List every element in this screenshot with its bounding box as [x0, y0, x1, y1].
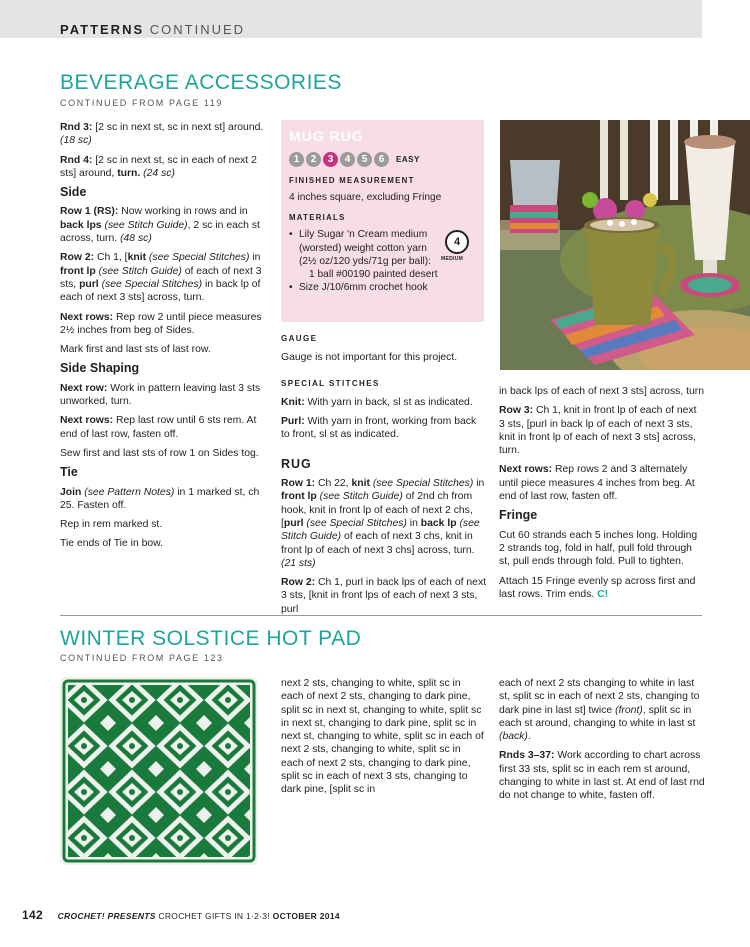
gauge-heading: GAUGE: [281, 334, 318, 343]
ss-next-row: Next row: Work in pattern leaving last 3 sts unworked, turn.: [60, 382, 261, 408]
winter-title: WINTER SOLSTICE HOT PAD: [60, 627, 362, 650]
skill-label: EASY: [396, 155, 420, 164]
rug-row3: Row 3: Ch 1, knit in front lp of each of next 3 sts, [purl in back lp of each of next 3 sts, knit in front lp of each of next 3 sts] across, turn.: [499, 405, 697, 457]
gauge-rug-column: [281, 332, 487, 622]
tie-rep: Rep in rem marked st.: [60, 519, 163, 531]
page-number: 142: [22, 908, 43, 922]
mug-rug-title: MUG RUG: [289, 128, 364, 144]
rug-row2: Row 2: Ch 1, purl in back lps of each of next 3 sts, [knit in front lps of each of next 3 sts, purl: [281, 577, 487, 615]
finished-text: 4 inches square, excluding Fringe: [289, 192, 442, 203]
tie-join: Join (see Pattern Notes) in 1 marked st, ch 25. Fasten off.: [60, 486, 260, 511]
tie-ends: Tie ends of Tie in bow.: [60, 538, 164, 550]
winter-col2-text: each of next 2 sts changing to white in last st, split sc in each of next 2 sts, changing to dark pine in last st] twice (front), split sc in each st around, changing to white in last st (back).: [499, 678, 700, 743]
skill-level-1: 1: [289, 152, 304, 167]
side-row2: Row 2: Ch 1, [knit (see Special Stitches) in front lp (see Stitch Guide) of each of next 3 sts, purl (see Special Stitches) in back lp of each of next 3 sts] across, turn.: [60, 252, 262, 304]
magazine-name: CROCHET! PRESENTS: [57, 911, 156, 921]
mug-rug-photo: [500, 120, 750, 370]
end-mark: C!: [597, 588, 609, 600]
tie-heading: Tie: [60, 465, 78, 480]
yarn-weight-icon: 4: [445, 230, 469, 254]
special-purl: Purl: With yarn in front, working from back to front, sl st as indicated.: [281, 416, 477, 441]
skill-level: [289, 152, 476, 167]
rnd4: Rnd 4: [2 sc in next st, sc in each of next 2 sts] around, turn. (24 sc): [60, 154, 257, 179]
hot-pad-photo: [60, 677, 258, 865]
yarn-weight-label: MEDIUM: [441, 256, 464, 262]
header-light: CONTINUED: [149, 22, 246, 37]
running-header: [60, 22, 245, 37]
side-next-rows: Next rows: Rep row 2 until piece measures 2½ inches from beg of Sides.: [60, 311, 262, 336]
finished-heading: FINISHED MEASUREMENT: [289, 176, 415, 185]
fringe-heading: Fringe: [499, 508, 538, 523]
beverage-title: BEVERAGE ACCESSORIES: [60, 71, 342, 94]
page-footer: [22, 908, 340, 922]
winter-column-1: [281, 677, 486, 803]
materials-heading: MATERIALS: [289, 213, 346, 223]
winter-rnds: Rnds 3–37: Work according to chart across first 33 sts, split sc in each rem st around, changing to white in last st. At end of last rnd do not change to white, fasten off.: [499, 750, 705, 802]
ss-next-rows: Next rows: Rep last row until 6 sts rem. At end of last row, fasten off.: [60, 415, 257, 440]
special-stitches-heading: SPECIAL STITCHES: [281, 378, 380, 388]
fringe-text1: Cut 60 strands each 5 inches long. Holding 2 strands tog, fold in half, pull fold through st, pull ends through fold. Pull to tighten.: [499, 529, 698, 568]
rug-row2-cont: in back lps of each of next 3 sts] across, turn: [499, 386, 705, 397]
rug-next-rows: Next rows: Rep rows 2 and 3 alternately until piece measures 4 inches from beg. At end of last row, fasten off.: [499, 464, 695, 503]
skill-level-6: 6: [374, 152, 389, 167]
side-mark: Mark first and last sts of last row.: [60, 344, 211, 356]
side-heading: Side: [60, 185, 87, 200]
side-row1: Row 1 (RS): Now working in rows and in back lps (see Stitch Guide), 2 sc in each st across, turn. (48 sc): [60, 206, 260, 245]
beverage-continued: CONTINUED FROM PAGE 119: [60, 98, 223, 108]
beverage-column: [60, 121, 272, 557]
fringe-text2: Attach 15 Fringe evenly sp across first and last rows. Trim ends. C!: [499, 575, 696, 600]
winter-continued: CONTINUED FROM PAGE 123: [60, 653, 224, 663]
special-knit: Knit: With yarn in back, sl st as indicated.: [281, 396, 473, 408]
rug-heading: RUG: [281, 456, 312, 471]
issue-name: CROCHET GIFTS IN 1·2·3!: [158, 911, 270, 921]
ss-sew: Sew first and last sts of row 1 on Sides tog.: [60, 447, 259, 459]
mug-rug-info-box: [281, 120, 484, 322]
skill-level-2: 2: [306, 152, 321, 167]
skill-level-4: 4: [340, 152, 355, 167]
section-divider: [60, 615, 702, 616]
material-hook: • Size J/10/6mm crochet hook: [289, 281, 476, 294]
header-bold: PATTERNS: [60, 22, 145, 37]
gauge-text: Gauge is not important for this project.: [281, 352, 458, 364]
winter-column-2: [499, 677, 705, 809]
rug-row1: Row 1: Ch 22, knit (see Special Stitches) in front lp (see Stitch Guide) of 2nd ch from hook, knit in front lp of each of next 2 chs, [purl (see Special Stitches) in back lp (see Stitch Guide) of each of next 3 chs, knit in front lp of each of next 3 chs] across, turn. (21 sts): [281, 478, 485, 569]
material-yarn: • Lily Sugar 'n Cream medium (worsted) weight cotton yarn (2½ oz/120 yds/71g per ball): 1 ball #00190 painted desert: [289, 228, 476, 281]
skill-level-3: 3: [323, 152, 338, 167]
issue-date: OCTOBER 2014: [272, 911, 340, 921]
rnd3: Rnd 3: [2 sc in next st, sc in next st] around. (18 sc): [60, 122, 264, 147]
rug-cont-column: [499, 385, 705, 607]
side-shaping-heading: Side Shaping: [60, 361, 140, 376]
winter-col1-text: next 2 sts, changing to white, split sc in each of next 2 sts, changing to dark pine, split sc in next st, changing to white, split sc in next st, changing to dark pine, split sc in next st, changing to white, split sc in each of next 2 sts, changing to white, split sc in each of next 2 sts, changing to dark pine, split sc in each of next 3 sts, changing to dark pine, [split sc in: [281, 678, 484, 796]
skill-level-5: 5: [357, 152, 372, 167]
